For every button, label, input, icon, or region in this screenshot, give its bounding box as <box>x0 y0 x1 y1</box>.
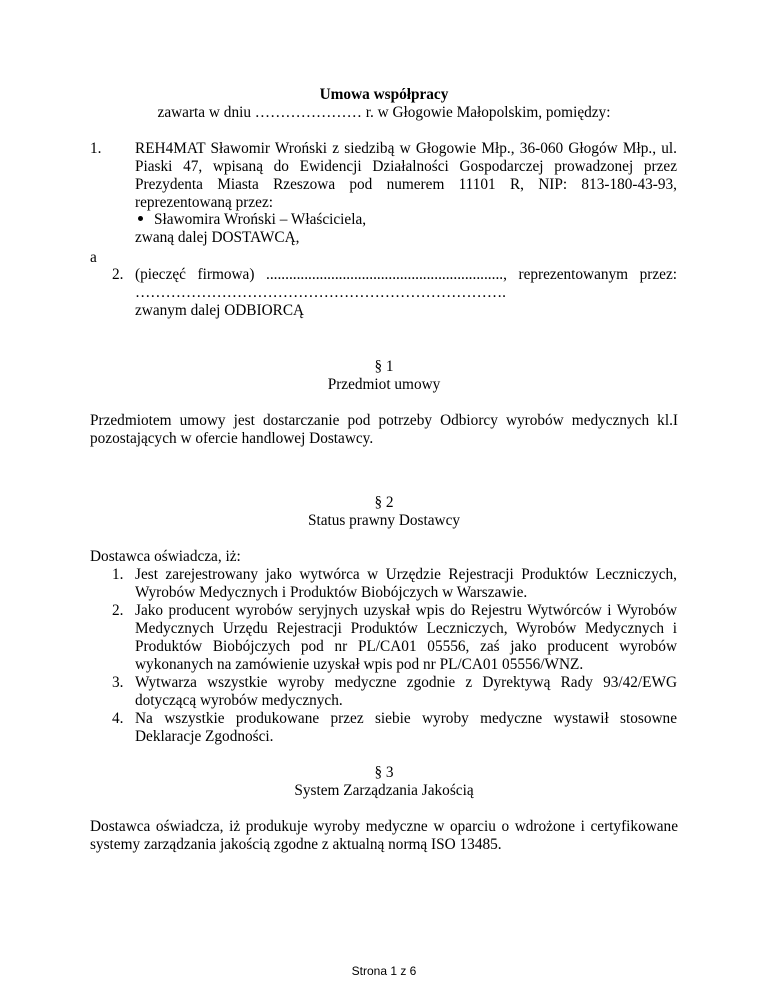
party-1-representative-name: Sławomira Wroński – Właściciela, <box>154 211 367 228</box>
section-3-symbol: § 3 <box>374 764 394 781</box>
section-2-item-2: Jako producent wyrobów seryjnych uzyskał wpis do Rejestru Wytwórców i Wyrobów Medycznych Urzędu Rejestracji Produktów Leczniczych, Wyrobów Medycznych i Produktów Biobójczych pod nr PL/CA01 05556, zaś jako producent wyrobów wykonanych na zamówienie uzyskał wpis pod nr PL/CA01 05556/WNZ. <box>135 602 677 673</box>
section-2-item-3-number: 3. <box>112 674 124 691</box>
party-1-called: zwaną dalej DOSTAWCĄ, <box>135 229 300 246</box>
connector-a: a <box>90 249 97 266</box>
section-2-intro: Dostawca oświadcza, iż: <box>90 548 241 565</box>
party-1-representative <box>138 211 366 229</box>
section-1-body: Przedmiotem umowy jest dostarczanie pod potrzeby Odbiorcy wyrobów medycznych kl.I pozostających w ofercie handlowej Dostawcy. <box>90 412 678 447</box>
section-2-item-1-number: 1. <box>112 566 124 583</box>
party-2-called: zwanym dalej ODBIORCĄ <box>135 302 305 319</box>
section-2-item-4-number: 4. <box>112 710 124 727</box>
page-number: Strona 1 z 6 <box>351 964 417 978</box>
party-1-text: REH4MAT Sławomir Wroński z siedzibą w Głogowie Młp., 36-060 Głogów Młp., ul. Piaski 47, wpisaną do Ewidencji Działalności Gospodarczej prowadzonej przez Prezydenta Miasta Rzeszowa pod numerem 11101 R, NIP: 813-180-43-93, reprezentowaną przez: <box>135 140 677 211</box>
section-1-symbol: § 1 <box>374 358 394 375</box>
party-2-text: (pieczęć firmowa) .............................................................., reprezentowanym przez: ………………………………………………………………. <box>135 266 677 301</box>
section-2-item-3: Wytwarza wszystkie wyroby medyczne zgodnie z Dyrektywą Rady 93/42/EWG dotyczącą wyrobów medycznych. <box>135 674 677 709</box>
party-2-number: 2. <box>112 266 124 283</box>
section-3-heading: System Zarządzania Jakością <box>294 782 474 799</box>
section-2-heading: Status prawny Dostawcy <box>307 512 461 529</box>
party-1-number: 1. <box>90 140 102 157</box>
section-3-body: Dostawca oświadcza, iż produkuje wyroby medyczne w oparciu o wdrożone i certyfikowane systemy zarządzania jakością zgodne z aktualną normą ISO 13485. <box>90 818 678 853</box>
section-2-symbol: § 2 <box>374 494 394 511</box>
page-title: Umowa współpracy <box>319 86 449 103</box>
section-2-item-4: Na wszystkie produkowane przez siebie wyroby medyczne wystawił stosowne Deklaracje Zgodności. <box>135 710 677 745</box>
section-2-item-2-number: 2. <box>112 602 124 619</box>
section-1-heading: Przedmiot umowy <box>327 376 441 393</box>
page-subtitle: zawarta w dniu ………………… r. w Głogowie Małopolskim, pomiędzy: <box>157 104 611 121</box>
section-2-item-1: Jest zarejestrowany jako wytwórca w Urzędzie Rejestracji Produktów Leczniczych, Wyrobów Medycznych i Produktów Biobójczych w Warszawie. <box>135 566 677 601</box>
bullet-icon <box>138 216 143 221</box>
